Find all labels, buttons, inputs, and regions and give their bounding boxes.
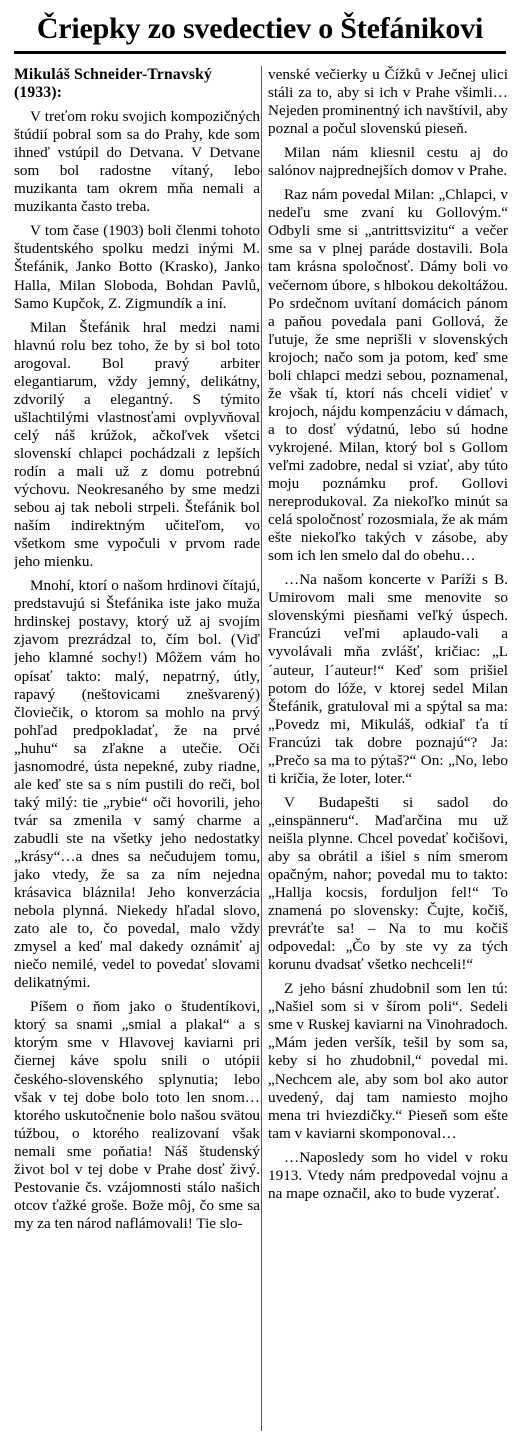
left-column xyxy=(14,66,260,1431)
paragraph: V treťom roku svojich kompozičných štúdií pobral som sa do Prahy, kde som ihneď vstúpil do Detvana. V Detvane som bol radostne vítaný, lebo muzikanta tam okrem mňa nemali a muzikanta často treba. xyxy=(14,108,260,216)
column-divider xyxy=(261,66,262,1431)
right-column xyxy=(268,66,508,1431)
paragraph: …Naposledy som ho videl v roku 1913. Vtedy nám predpovedal vojnu a na mape označil, ako to bude vyzerať. xyxy=(268,1148,508,1202)
paragraph: V Budapešti si sadol do „einspänneru“. Maďarčina mu už neišla plynne. Chcel povedať kočišovi, aby sa obrátil a išiel s ním smerom opačným, nahor; povedal mu to takto: „Hallja kocsis, forduljon fel!“ To znamená po slovensky: Čujte, kočiš, prevráťte sa! – Na to mu kočiš odpovedal: „Čo by ste vy za tých korunu dvadsať všetko nechceli!“ xyxy=(268,793,508,974)
paragraph: Milan nám kliesnil cestu aj do salónov najprednejších domov v Prahe. xyxy=(268,144,508,180)
paragraph: Mnohí, ktorí o našom hrdinovi čítajú, predstavujú si Štefánika iste jako muža hrdinskej postavy, ktorý už aj svojím zjavom prezrádzal to, čím bol. (Viď jeho klamné sochy!) Môžem vám ho opísať takto: malý, nepatrný, útly, rapavý (neštovicami znešvarený) človiečik, o ktorom sa mohlo na prvý pohľad predpokladať, že na prvé „huhu“ sa zľakne a utečie. Oči jasnomodré, ústa nepekné, zuby riadne, ale keď ste sa s ním pustili do reči, bol taký milý: tie „rybie“ oči hovorili, jeho tvár sa zmenila v samý charme a zabudli ste na všetky jeho nedostatky „krásy“…a dnes sa nečudujem tomu, jako vtedy, že sa za ním nejedna krásavica bláznila! Jeho konverzácia nebola plynná. Niekedy hľadal slovo, zato ale to, čo povedal, malo vždy zmysel a keď mal dakedy oznámiť aj niečo nemilé, vedel to povedať slovami delikatnými. xyxy=(14,577,260,992)
article-title: Čriepky zo svedectiev o Štefánikovi xyxy=(36,12,484,45)
paragraph: Milan Štefánik hral medzi nami hlavnú rolu bez toho, že by si bol toto arogoval. Bol pravý arbiter elegantiarum, vždy jemný, delikátny, zdvorilý a elegantný. S týmito ušlachtilými vlastnosťami ovplyvňoval celý náš krúžok, ačkoľvek všetci slovenskí chlapci pochádzali z lepších rodín a mali už z domu potrebnú výchovu. Neokresaného by sme medzi sebou aj tak neboli strpeli. Štefánik bol naším indirektným učiteľom, vo všetkom sme vypočuli v prvom rade jeho mienku. xyxy=(14,318,260,571)
paragraph: Z jeho básní zhudobnil som len tú: „Našiel som si v šírom poli“. Sedeli sme v Ruskej kaviarni na Vinohradoch. „Mám jeden veršík, tešil by som sa, keby si ho zhudobnil,“ povedal mi. „Nechcem ale, aby som bol ako autor uvedený, daj tam namiesto mojho mena tri hviezdičky.“ Pieseň som ešte tam v kaviarni skomponoval… xyxy=(268,980,508,1142)
paragraph: Píšem o ňom jako o študentíkovi, ktorý sa snami „smial a plakal“ a s ktorým sme v Hlavovej kaviarni pri čiernej káve spolu snili o utópii českého-slovenského splynutia; lebo však v tej dobe bolo toto len snom…ktorého uskutočnenie bolo našou svätou túžbou, o ktorého realizovaní však nemali sme poňatia! Náš študenský život bol v tej dobe v Prahe dosť živý. Pestovanie čs. vzájomnosti stálo našich otcov ťažké groše. Bože môj, čo sme sa my za ten národ naflámovali! Tie slo- xyxy=(14,998,260,1232)
paragraph: V tom čase (1903) boli členmi tohoto študentského spolku medzi inými M. Štefánik, Janko Botto (Krasko), Janko Halla, Milan Sloboda, Bohdan Pavlů, Samo Kupčok, Z. Zigmundík a iní. xyxy=(14,222,260,312)
paragraph: venské večierky u Čížků v Ječnej ulici stáli za to, aby si ich v Prahe všimli…Nejeden prominentný ich navštívil, aby poznal a počul slovenskú pieseň. xyxy=(268,66,508,138)
title-underline xyxy=(14,51,506,54)
paragraph: Raz nám povedal Milan: „Chlapci, v nedeľu sme zvaní ku Gollovým.“ Odbyli sme si „antrittsvizitu“ a večer sme sa v plnej paráde dostavili. Bola tam krásna spoločnosť. Dámy boli vo večernom úbore, s hlbokou dekoltážou. Po srdečnom uvítaní domácich pánom a paňou povedala pani Gollová, že ľutuje, že sme neprišli v slovenských krojoch; načo som ja potom, keď sme boli chlapci medzi sebou, poznamenal, že však tí, ktorí nás chceli vidieť v krojoch, nájdu kompenzáciu v dámach, a to dosť výdatnú, lebo sú hodne vykrojené. Milan, ktorý bol s Gollom veľmi zadobre, nedal si vziať, aby túto moju poznámku prof. Gollovi nereprodukoval. Za niekoľko minút sa celá spoločnosť rozosmiala, že ak mám ešte niekoľko takých v zásobe, aby som ich len smelo dal do obehu… xyxy=(268,186,508,565)
paragraph: …Na našom koncerte v Paríži s B. Umirovom mali sme menovite so slovenskými piesňami veľký úspech. Francúzi veľmi aplaudo-vali a vyvolávali mňa zvlášť, kričiac: „L´auteur, l´auteur!“ Keď som prišiel potom do lóže, v ktorej sedel Milan Štefánik, gratuloval mi a spýtal sa ma: „Povedz mi, Mikuláš, odkiaľ ťa tí Francúzi tak dobre poznajú“? Ja: „Prečo sa ma to pýtaš?“ On: „No, lebo ti kričia, že loter, loter.“ xyxy=(268,571,508,787)
author-heading: Mikuláš Schneider-Trnavský (1933): xyxy=(14,66,212,102)
